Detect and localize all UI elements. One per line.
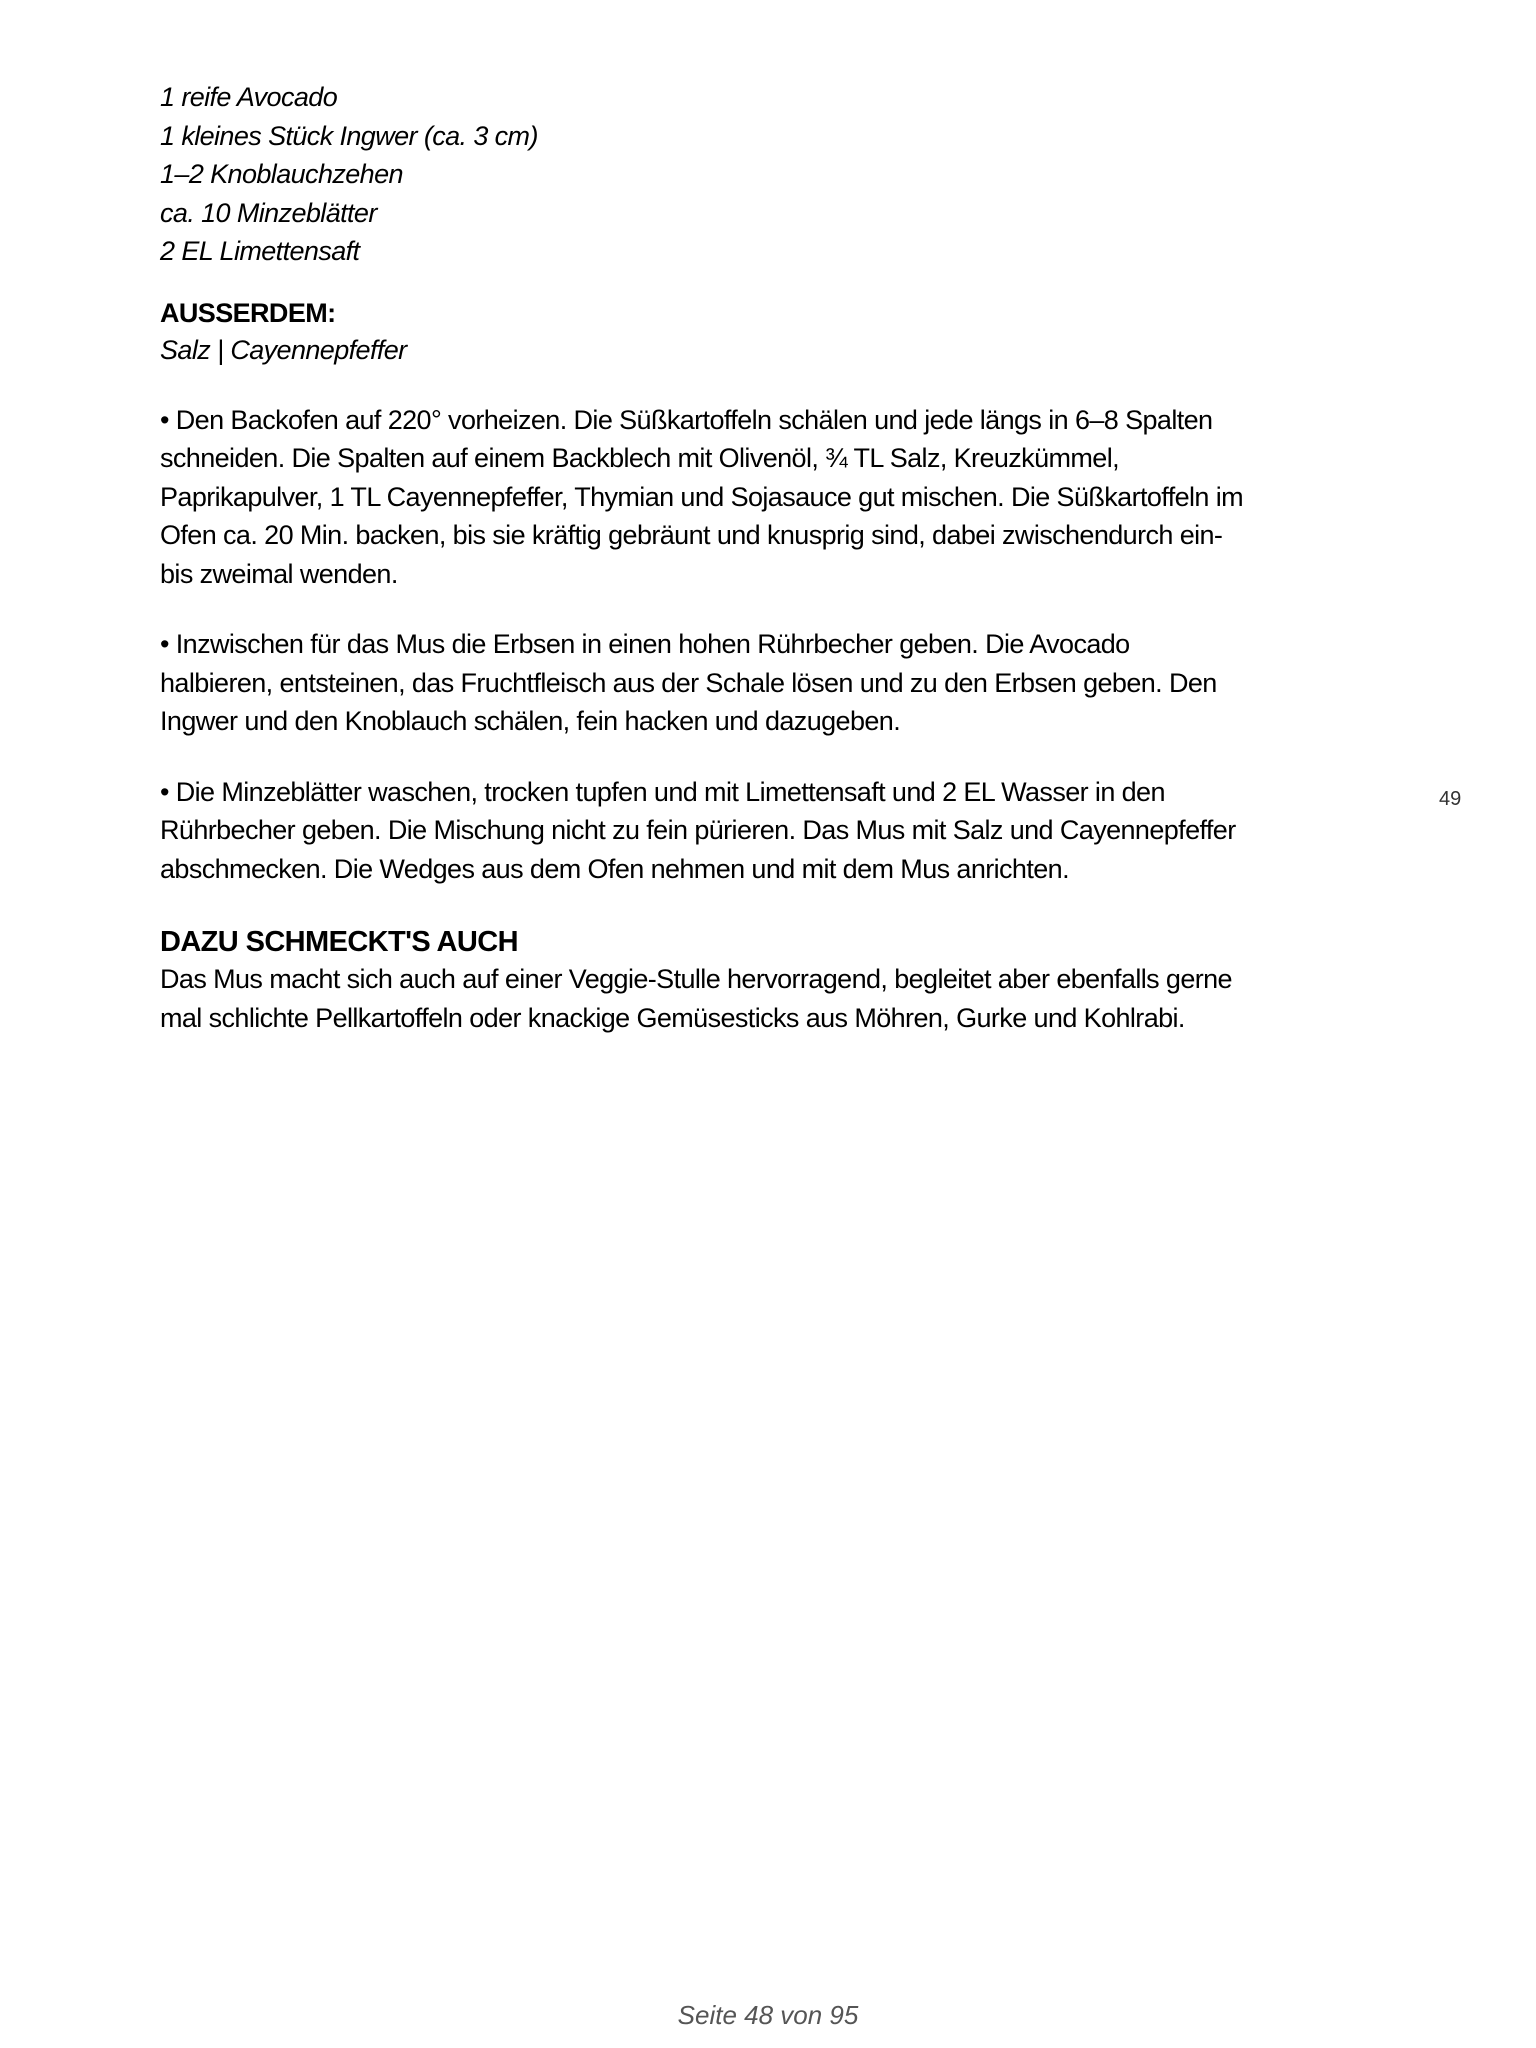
ingredient-item: 1 kleines Stück Ingwer (ca. 3 cm) [160, 120, 538, 151]
step-line: • Inzwischen für das Mus die Erbsen in einen hohen Rührbecher geben. Die Avocado [160, 629, 1130, 659]
step-line: Paprikapulver, 1 TL Cayennepfeffer, Thymian und Sojasauce gut mischen. Die Süßkartoffeln im [160, 481, 1244, 512]
step-line: • Die Minzeblätter waschen, trocken tupfen und mit Limettensaft und 2 EL Wasser in den [160, 776, 1165, 807]
page-indicator: Seite 48 von 95 [677, 2000, 859, 2030]
serving-tip-text [160, 960, 1410, 1037]
step-2 [160, 625, 1410, 741]
step-line: schneiden. Die Spalten auf einem Backblech mit Olivenöl, ¾ TL Salz, Kreuzkümmel, [160, 443, 1119, 473]
step-line: Ingwer und den Knoblauch schälen, fein hacken und dazugeben. [160, 706, 901, 736]
step-1 [160, 401, 1410, 594]
step-line: bis zweimal wenden. [160, 558, 398, 589]
extras-heading: AUSSERDEM: [160, 297, 336, 328]
printed-page-number: 49 [1439, 788, 1462, 810]
serving-tip-line: Das Mus macht sich auch auf einer Veggie-Stulle hervorragend, begleitet aber ebenfalls gerne [160, 964, 1232, 994]
ingredient-item: 1 reife Avocado [160, 82, 338, 112]
step-line: Rührbecher geben. Die Mischung nicht zu fein pürieren. Das Mus mit Salz und Cayennepfeffer [160, 815, 1236, 845]
recipe-content [160, 78, 1410, 1037]
step-3 [160, 773, 1410, 889]
extras-items: Salz | Cayennepfeffer [160, 334, 407, 365]
ingredient-item: ca. 10 Minzeblätter [160, 197, 377, 228]
ingredient-item: 1–2 Knoblauchzehen [160, 159, 403, 189]
step-line: halbieren, entsteinen, das Fruchtfleisch aus der Schale lösen und zu den Erbsen geben. Den [160, 667, 1217, 698]
serving-tip-line: mal schlichte Pellkartoffeln oder knackige Gemüsesticks aus Möhren, Gurke und Kohlrabi. [160, 1002, 1185, 1033]
step-line: Ofen ca. 20 Min. backen, bis sie kräftig gebräunt und knusprig sind, dabei zwischendurch ein- [160, 520, 1223, 550]
ingredient-item: 2 EL Limettensaft [160, 236, 360, 266]
step-line: • Den Backofen auf 220° vorheizen. Die Süßkartoffeln schälen und jede längs in 6–8 Spalten [160, 404, 1213, 435]
ingredient-list [160, 78, 1410, 271]
step-line: abschmecken. Die Wedges aus dem Ofen nehmen und mit dem Mus anrichten. [160, 853, 1069, 884]
serving-tip-heading: DAZU SCHMECKT'S AUCH [160, 926, 518, 958]
